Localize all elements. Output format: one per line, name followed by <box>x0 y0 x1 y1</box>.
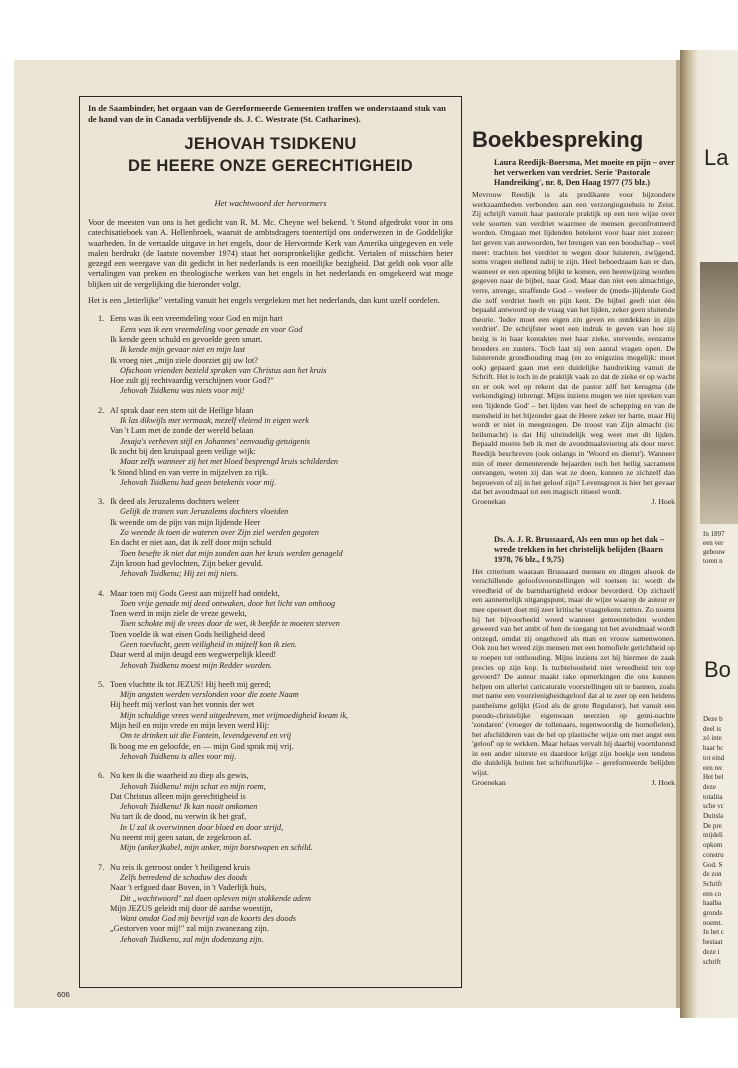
text-line: noemt. <box>703 918 723 927</box>
poem-line: Toen vluchtte ik tot JEZUS! Hij heeft mij gered; <box>110 679 271 689</box>
poem-line-translation: In U zal ik overwinnen door bloed en door strijd, <box>120 822 284 832</box>
signature-author: J. Hoek <box>651 777 675 787</box>
poem-line-translation: Toen schokte mij de vrees door de wet, ik beefde te moeten sterven <box>120 619 340 629</box>
text-line: opkom <box>703 841 723 850</box>
text-line: Schrift <box>703 879 723 888</box>
text-line: de zon <box>703 870 722 879</box>
article-title: JEHOVAH TSIDKENU <box>184 135 357 153</box>
poem-stanza <box>98 405 453 488</box>
review-heading: Ds. A. J. R. Brussaard, Als een mus op het dak – wrede trekken in het christelijk belijden (Baarn 1978, 76 blz., f 9,75) <box>494 534 665 564</box>
poem-line: Nu ken ik die waarheid zo diep als gewis, <box>110 771 249 781</box>
poem-stanza <box>98 314 453 396</box>
article-paragraph: Voor de meesten van ons is het gedicht van R. M. Mc. Cheyne wel bekend. 't Stond afgedrukt voor in ons catechisatieboek van A. Hellenbroek, waaruit de ambtsdragers toentertijd ons onderwezen in de Goddelijke waarheden. In de vertaalde uitgave in het engels, door de Hervormde Kerk van Amerika uitgegeven en vele malen herdrukt (de laatste november 1974) staat het oorspronkelijke gedicht. Vertalen of misschien beter gezegd een weergave van dit gedicht in het nederlands is een moeilijke bezigheid. Dat geldt ook voor alle vertalingen van preken en theologische werken van het engels in het nederlands en omgekeerd wat moge blijken uit de vergelijking die hieronder volgt. <box>88 218 453 289</box>
text-line: deze <box>703 782 716 791</box>
next-page-text <box>703 715 724 967</box>
text-line: Deze b <box>703 715 723 723</box>
poem-line-translation: Geen toevlucht, geen veiligheid in mijzelf kon ik zien. <box>120 639 297 649</box>
poem-line: Nu reis ik getroost onder 't heiligend kruis <box>110 862 250 872</box>
poem-line: Zijn kroon had gevlochten, Zijn beker gevuld. <box>110 558 263 568</box>
poem-line: Maar toen mij Gods Geest aan mijzelf had ontdekt, <box>110 588 280 598</box>
stanza-number: 7. <box>98 862 105 872</box>
poem-line-translation: Mijn (anker)kabel, mijn anker, mijn borstwapen en schild. <box>120 843 313 853</box>
poem-stanza <box>98 679 453 762</box>
poem-line: Toen werd in mijn ziele de vreze gewekt, <box>110 609 247 619</box>
poem-line: Eens was ik een vreemdeling voor God en mijn hart <box>110 314 283 324</box>
caption-line: een ver <box>703 539 724 547</box>
poem-line: „Gestorven voor mij!" zal mijn zwanezang zijn. <box>110 924 269 934</box>
poem-stanza <box>98 862 453 945</box>
stanza-number: 1. <box>98 314 105 324</box>
poem-line: Daar werd al mijn deugd een wegwerpelijk kleed! <box>110 650 277 660</box>
poem-line-translation: Jehovah Tsidkenu! mijn schat en mijn roem, <box>120 781 266 791</box>
text-line: constru <box>703 850 724 859</box>
poem-line: Hoe zult gij rechtvaardig verschijnen voor God?" <box>110 376 274 386</box>
text-line: schrift <box>703 957 721 966</box>
next-page-title-2: Bo <box>704 657 731 682</box>
poem-line: Ik vroeg niet „mijn ziele doorziet gij uw lot? <box>110 355 258 365</box>
poem-stanzas <box>88 314 453 945</box>
text-line: tot eind <box>703 753 725 762</box>
next-page-caption <box>703 530 725 566</box>
poem-line: Ik deed als Jeruzalems dochters weleer <box>110 497 240 507</box>
poem-line-translation: Jehovah Tsidkenu was niets voor mij! <box>120 386 245 396</box>
text-line: sche vc <box>703 802 724 811</box>
book-review-column <box>472 128 675 787</box>
article-title-2: DE HEERE ONZE GERECHTIGHEID <box>128 157 413 175</box>
poem-line-translation: Jehovah Tsidkenu! Ik kan nooit omkomen <box>120 802 258 812</box>
poem-line-translation: Toen besefte ik niet dat mijn zonden aan het kruis werden genageld <box>120 548 343 558</box>
stanza-number: 5. <box>98 679 105 689</box>
caption-line: In 1897 <box>703 530 725 538</box>
stanza-number: 6. <box>98 771 105 781</box>
poem-line-translation: Jesaja's verheven stijl en Johannes' eenvoudig getuigenis <box>120 436 311 446</box>
text-line: God. S <box>703 860 723 869</box>
poem-line: Al sprak daar een stem uit de Heilige blaan <box>110 405 254 415</box>
poem-line: Ik weende om de pijn van mijn lijdende Heer <box>110 517 261 527</box>
poem-line: En dacht er niet aan, dat ik zelf door mijn schuld <box>110 538 272 548</box>
review-signature <box>472 778 675 788</box>
signature-author: J. Hoek <box>651 497 675 506</box>
poem-line-translation: Toen vrije genade mij deed ontwaken, door het licht van omhoog <box>120 598 336 608</box>
text-line: bestaat <box>703 938 723 947</box>
poem-line-translation: Jehovah Tsidkenu; Hij zei mij niets. <box>120 569 239 579</box>
text-line: baar bc <box>703 744 724 753</box>
article-intro: In de Saambinder, het orgaan van de Gereformeerde Gemeenten troffen we onderstaand stuk van de hand van de in Canada verblijvende ds. J. C. Westrate (St. Catharines). <box>88 103 446 124</box>
poem-line-translation: Zelfs betredend de schaduw des doods <box>120 872 248 882</box>
review-1 <box>472 158 675 507</box>
poem-line-translation: Ik kende mijn gevaar niet en mijn last <box>120 345 246 355</box>
poem-line: Hij heeft mij verlost van het vonnis der wet <box>110 700 255 710</box>
text-line: een co <box>703 889 722 898</box>
review-body: Het criterium waaraan Brussaard mensen en dingen alsook de verschillende geloofsvoorstellingen wil toetsen is: wordt de vreedheid of de barmhartigheid erdoor bevorderd. Op zichzelf een aannemelijk uitgangspunt, maar de wijze waarop de auteur er mee opereert doet mij zeer kritische vraagtekens zetten. Zo noemt hij het bijvoorbeeld wreed wanneer gemeenteleden worden geweerd van het ambt of hen de toegang tot het avondmaal wordt ontzegd, omdat zij ongehuwd als man en vrouw samenwonen. Ook zou het wreed zijn mensen met een homofiele gerichtheid op te roepen tot onthouding. Mijns inziens zet hij hiermee de zaak precies op zijn kop. Is tuchteloosheid niet wreedheid ten top gevoerd? De auteur maakt rake opmerkingen die ons kunnen helpen om allerlei caricaturale voorstellingen uit te bannen, zoals met name een voorzienigheidsgeloof dat al te zeer op een heidens pantheïsme gelijkt (God als de grote Regulator), het vanuit een pseudo-christelijke eigenwaan neerzien op gemi-nachte 'zondaren' (vroeger de tollenaars, tegenwoordig de homofielen), het afschilderen van de hel op plastische wijze om met angst een 'geloof' op te wekken. Maar helaas vervalt hij daarbij voortdurend in een ander uiterste en daardoor krijgt zijn boekje een tendens die duidelijk buiten het schriftuurlijke – gereformeerde belijden wijst. <box>472 566 675 778</box>
poem-line-translation: Ik las dikwijls met vermaak, mezelf vleiend in eigen werk <box>120 416 309 426</box>
poem-line-translation: Want omdat God mij bevrijd van de koorts des doods <box>120 914 296 924</box>
poem-line-translation: Gelijk de tranen van Jeruzalems dochters vloeiden <box>120 507 289 517</box>
poem-line-translation: Mijn angsten werden verslonden voor die zoete Naam <box>120 690 299 700</box>
poem-line-translation: Jehovah Tsidkenu moest mijn Redder worden. <box>120 660 272 670</box>
poem-line-translation: Mijn schuldige vrees werd uitgedreven, met vrijmoedigheid kwam ik, <box>120 710 349 720</box>
poem-line-translation: Jehovah Tsidkenu had geen betekenis voor mij. <box>120 477 277 487</box>
poem-line: Naar 't erfgoed daar Boven, in 't Vaderlijk huis, <box>110 883 267 893</box>
stanza-number: 2. <box>98 405 105 415</box>
poem-line-translation: Om te drinken uit die Fontein, levendgevend en vrij <box>120 731 292 741</box>
poem-line: Ik kende geen schuld en gevoelde geen smart. <box>110 334 263 344</box>
poem-line-translation: Jehovah Tsidkenu, zal mijn dodenzang zijn. <box>120 934 264 944</box>
poem-line-translation: Maar zelfs wanneer zij het met bloed besprengd kruis schilderden <box>120 457 339 467</box>
poem-line: Toen voelde ik wat eisen Gods heiligheid deed <box>110 629 265 639</box>
text-line: totalita <box>703 792 723 801</box>
poem-line: Van 't Lam met de zonde der wereld belaan <box>110 426 254 436</box>
text-line: mijdeli <box>703 831 723 840</box>
text-line: deel is <box>703 724 722 733</box>
text-line: een rec <box>703 763 724 772</box>
text-line: zó inte <box>703 734 722 743</box>
text-line: gronds <box>703 909 723 918</box>
poem-line-translation: Jehovah Tsidkenu is alles voor mij. <box>120 751 237 761</box>
poem-stanza <box>98 588 453 671</box>
signature-place: Groenekan <box>472 777 506 787</box>
signature-place: Groenekan <box>472 497 506 506</box>
caption-line: gebouw <box>703 548 726 556</box>
poem-line-translation: Zo weende ik toen de wateren over Zijn ziel werden gegoten <box>120 528 319 538</box>
poem-line: Nu neemt mij geen satan, de zegekroon af. <box>110 833 252 843</box>
poem-article-box <box>79 96 462 988</box>
poem-line: Dat Christus alleen mijn gerechtigheid is <box>110 791 246 801</box>
text-line: Duitsla <box>703 812 724 821</box>
article-paragraph: Het is een „letterlijke" vertaling vanuit het engels vergeleken met het nederlands, dan kunt uzelf oordelen. <box>88 296 440 306</box>
poem-line: Nu tart ik de dood, nu verwin ik het graf, <box>110 812 247 822</box>
poem-line: Mijn heil en mijn vrede en mijn leven werd Hij: <box>110 721 270 731</box>
poem-line-translation: Eens was ik een vreemdeling voor genade en voor God <box>120 324 303 334</box>
caption-line: toren n <box>703 557 723 565</box>
poem-stanza <box>98 497 453 579</box>
poem-line: 'k Stond blind en van verre in mijzelven zo rijk. <box>110 467 269 477</box>
review-signature <box>472 497 675 507</box>
section-title: Boekbespreking <box>472 127 644 152</box>
review-2 <box>472 535 675 788</box>
text-line: deze i <box>703 947 720 956</box>
poem-line-translation: Ofschoon vrienden bezield spraken van Christus aan het kruis <box>120 365 327 375</box>
page-number: 606 <box>57 990 70 999</box>
poem-line-translation: Dit „wachtwoord" zal doen opleven mijn stokkende adem <box>120 893 311 903</box>
article-subtitle: Het wachtwoord der hervormers <box>214 198 327 208</box>
poem-line: Mijn JEZUS geleidt mij door dé aardse woestijn, <box>110 903 273 913</box>
poem-line: Ik zocht bij den kruispaal geen veilige wijk: <box>110 446 256 456</box>
next-page-photo <box>700 262 738 524</box>
text-line: In het c <box>703 928 724 937</box>
text-line: haalba <box>703 899 722 908</box>
stanza-number: 3. <box>98 497 105 507</box>
poem-line: Ik boog me en geloofde, en — mijn God sprak mij vrij. <box>110 741 294 751</box>
review-heading: Laura Reedijk-Boersma, Met moeite en pijn – over het verwerken van verdriet. Serie 'Pastorale Handreiking', nr. 8, Den Haag 1977 (75 blz.) <box>494 158 675 187</box>
text-line: De pre <box>703 821 722 830</box>
poem-stanza <box>98 771 453 853</box>
text-line: Het bel <box>703 773 724 782</box>
review-body: Mevrouw Reedijk is als predikante voor bijzondere werkzaamheden verbonden aan een verzorgingstehuis te Zeist. Zij schrijft vanuit haar pastorale praktijk op een tere wijze over vele soorten van verdriet waarmee de mensen geconfronteerd worden. Omgaan met lijdenden betekent voor haar niet zozeer: het geven van antwoorden, het brengen van een boodschap – veel meer: trachten het verdriet te wegen door luisteren, zwijgend, soms vragen stellend nabij te zijn. Heel behoedzaam kan er dan, wanneer er een opening blijkt te komen, een heenwijzing worden gegeven naar de bijbel, naar God. Maar dan niet een almachtige, verre, strenge, straffende God – veeleer de (mede-)lijdende God die zelf verdriet heeft en pijn kent. De bijbel geeft niet één bepaald antwoord op de vraag van het lijden, zeker geen sluitende theorie. 'Ieder moet een eigen zin geven en ontdekken in zijn verdriet'. De schrijfster weet een indruk te geven van hoe zij bezig is in haar kontakten met haar zieke, stervende, eenzame broeders en zusters. Toch laat zij een aantal vragen open. De luisterende grondhouding mag (en zo enigszins mogelijk: moet ook) gepaard gaan met een duidelijke handreiking vanuit de Schrift. Het is toch in de praktijk vaak zo dat de zieke er op wacht en er ook wel op rekent dat de pastor zélf het kerugma (de verkondiging) inbrengt. Mijns inziens mogen we niet spreken van een 'lijdende God' – het lijden van heel de schepping en van de mensheid in het bijzonder gaat de Heere zeker ter harte, maar Hij wordt er niet in meegezogen. De troost van Zijn almacht (is: heilsmacht) is dat Hij uiteindelijk weg weet met dit lijden. Bepaald moeite heb ik met de avondmaalsviering als door mevr. Reedijk beschreven (ook onlangs in 'Woord en dienst'). Wanneer min of meer dementerende bejaarden toch het heilig sacrament ontvangen, weten zij dan wat ze doen, kunnen ze zichzelf dan beproeven of zij in het geloof zijn? Levensgroot is hier het gevaar dat het avondmaal tot een magisch ritueel wordt. <box>472 190 676 497</box>
stanza-number: 4. <box>98 588 105 598</box>
next-page-title: La <box>704 145 729 170</box>
